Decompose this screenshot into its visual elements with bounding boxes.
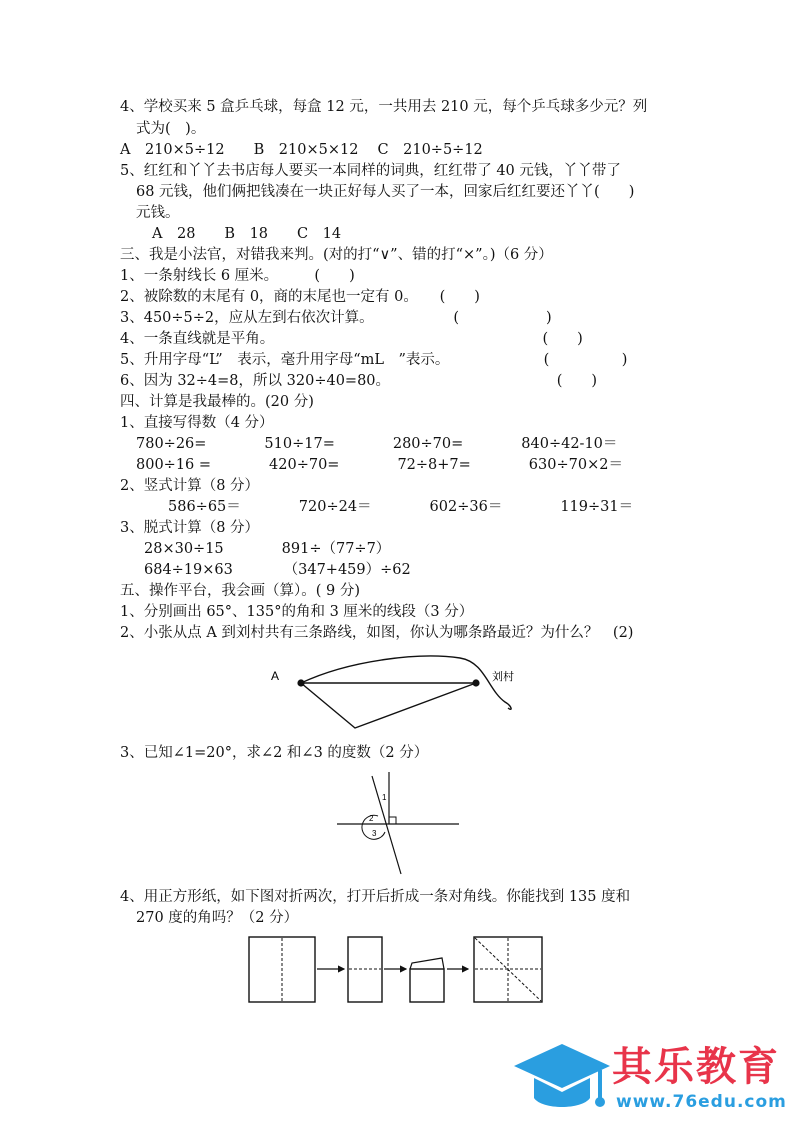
draw-q4-line2: 270 度的角吗？（2 分） (136, 910, 299, 926)
angle-figure (335, 770, 465, 880)
section5-heading: 五、操作平台，我会画（算）。( 9 分) (120, 583, 361, 599)
step-calc-row2: 684÷19×63 （347+459）÷62 (144, 562, 411, 578)
q5-line3: 元钱。 (136, 205, 180, 221)
angle-3-label: 3 (372, 829, 377, 838)
graduation-cap-icon (512, 1040, 612, 1120)
point-a (297, 679, 304, 686)
judge-3: 3、450÷5÷2，应从左到右依次计算。 ( ) (120, 310, 552, 326)
q5-options: A 28 B 18 C 14 (152, 226, 342, 242)
section4-heading: 四、计算是我最棒的。(20 分) (120, 394, 314, 410)
judge-6: 6、因为 32÷4=8，所以 320÷40=80。 ( ) (120, 373, 598, 389)
judge-1: 1、一条射线长 6 厘米。 ( ) (120, 268, 355, 284)
route-figure (260, 650, 530, 740)
brand-url: www.76edu.com (616, 1092, 787, 1112)
lower-broken-route (301, 683, 476, 728)
step-calc-heading: 3、脱式计算（8 分） (120, 520, 260, 536)
q5-line1: 5、红红和丫丫去书店每人要买一本同样的词典，红红带了 40 元钱，丫丫带了 (120, 163, 621, 179)
fold-step-3-flap (410, 958, 444, 969)
judge-4: 4、一条直线就是平角。 ( ) (120, 331, 583, 347)
judge-5: 5、升用字母“L” 表示，毫升用字母“mL ”表示。 ( ) (120, 352, 628, 368)
fold-step-3 (410, 969, 444, 1002)
angle-1-label: 1 (382, 793, 387, 802)
q4-line1: 4、学校买来 5 盒乒乓球，每盒 12 元，一共用去 210 元，每个乒乓球多少元？列 (120, 99, 648, 115)
brand-name: 其乐教育 (612, 1044, 780, 1090)
draw-q2: 2、小张从点 A 到刘村共有三条路线，如图，你认为哪条路最近？为什么？ (2) (120, 625, 634, 641)
judge-2: 2、被除数的末尾有 0，商的末尾也一定有 0。 ( ) (120, 289, 480, 305)
right-angle-mark (389, 817, 396, 824)
point-a-label: A (271, 669, 280, 683)
point-village (472, 679, 479, 686)
direct-calc-row2: 800÷16 = 420÷70= 72÷8+7= 630÷70×2＝ (136, 457, 623, 473)
village-label: 刘村 (492, 670, 514, 683)
folding-figure (246, 932, 550, 1006)
vertical-calc-heading: 2、竖式计算（8 分） (120, 478, 260, 494)
draw-q4-line1: 4、用正方形纸，如下图对折两次，打开后折成一条对角线。你能找到 135 度和 (120, 889, 631, 905)
slanted-line (372, 776, 401, 874)
q4-options: A 210×5÷12 B 210×5×12 C 210÷5÷12 (120, 142, 483, 158)
section3-heading: 三、我是小法官，对错我来判。(对的打“∨”、错的打“×”。)（6 分） (120, 247, 553, 263)
draw-q3: 3、已知∠1=20°，求∠2 和∠3 的度数（2 分） (120, 745, 429, 761)
direct-calc-heading: 1、直接写得数（4 分） (120, 415, 274, 431)
angle-2-label: 2 (369, 814, 374, 823)
vertical-calc-row: 586÷65＝ 720÷24＝ 602÷36＝ 119÷31＝ (168, 499, 634, 515)
brand-logo (512, 1040, 787, 1120)
q4-line2: 式为( )。 (136, 121, 206, 137)
step-calc-row1: 28×30÷15 891÷（77÷7） (144, 541, 391, 557)
q5-line2: 68 元钱，他们俩把钱凑在一块正好每人买了一本，回家后红红要还丫丫( ) (136, 184, 635, 200)
direct-calc-row1: 780÷26= 510÷17= 280÷70= 840÷42-10＝ (136, 436, 618, 452)
draw-q1: 1、分别画出 65°、135°的角和 3 厘米的线段（3 分） (120, 604, 474, 620)
